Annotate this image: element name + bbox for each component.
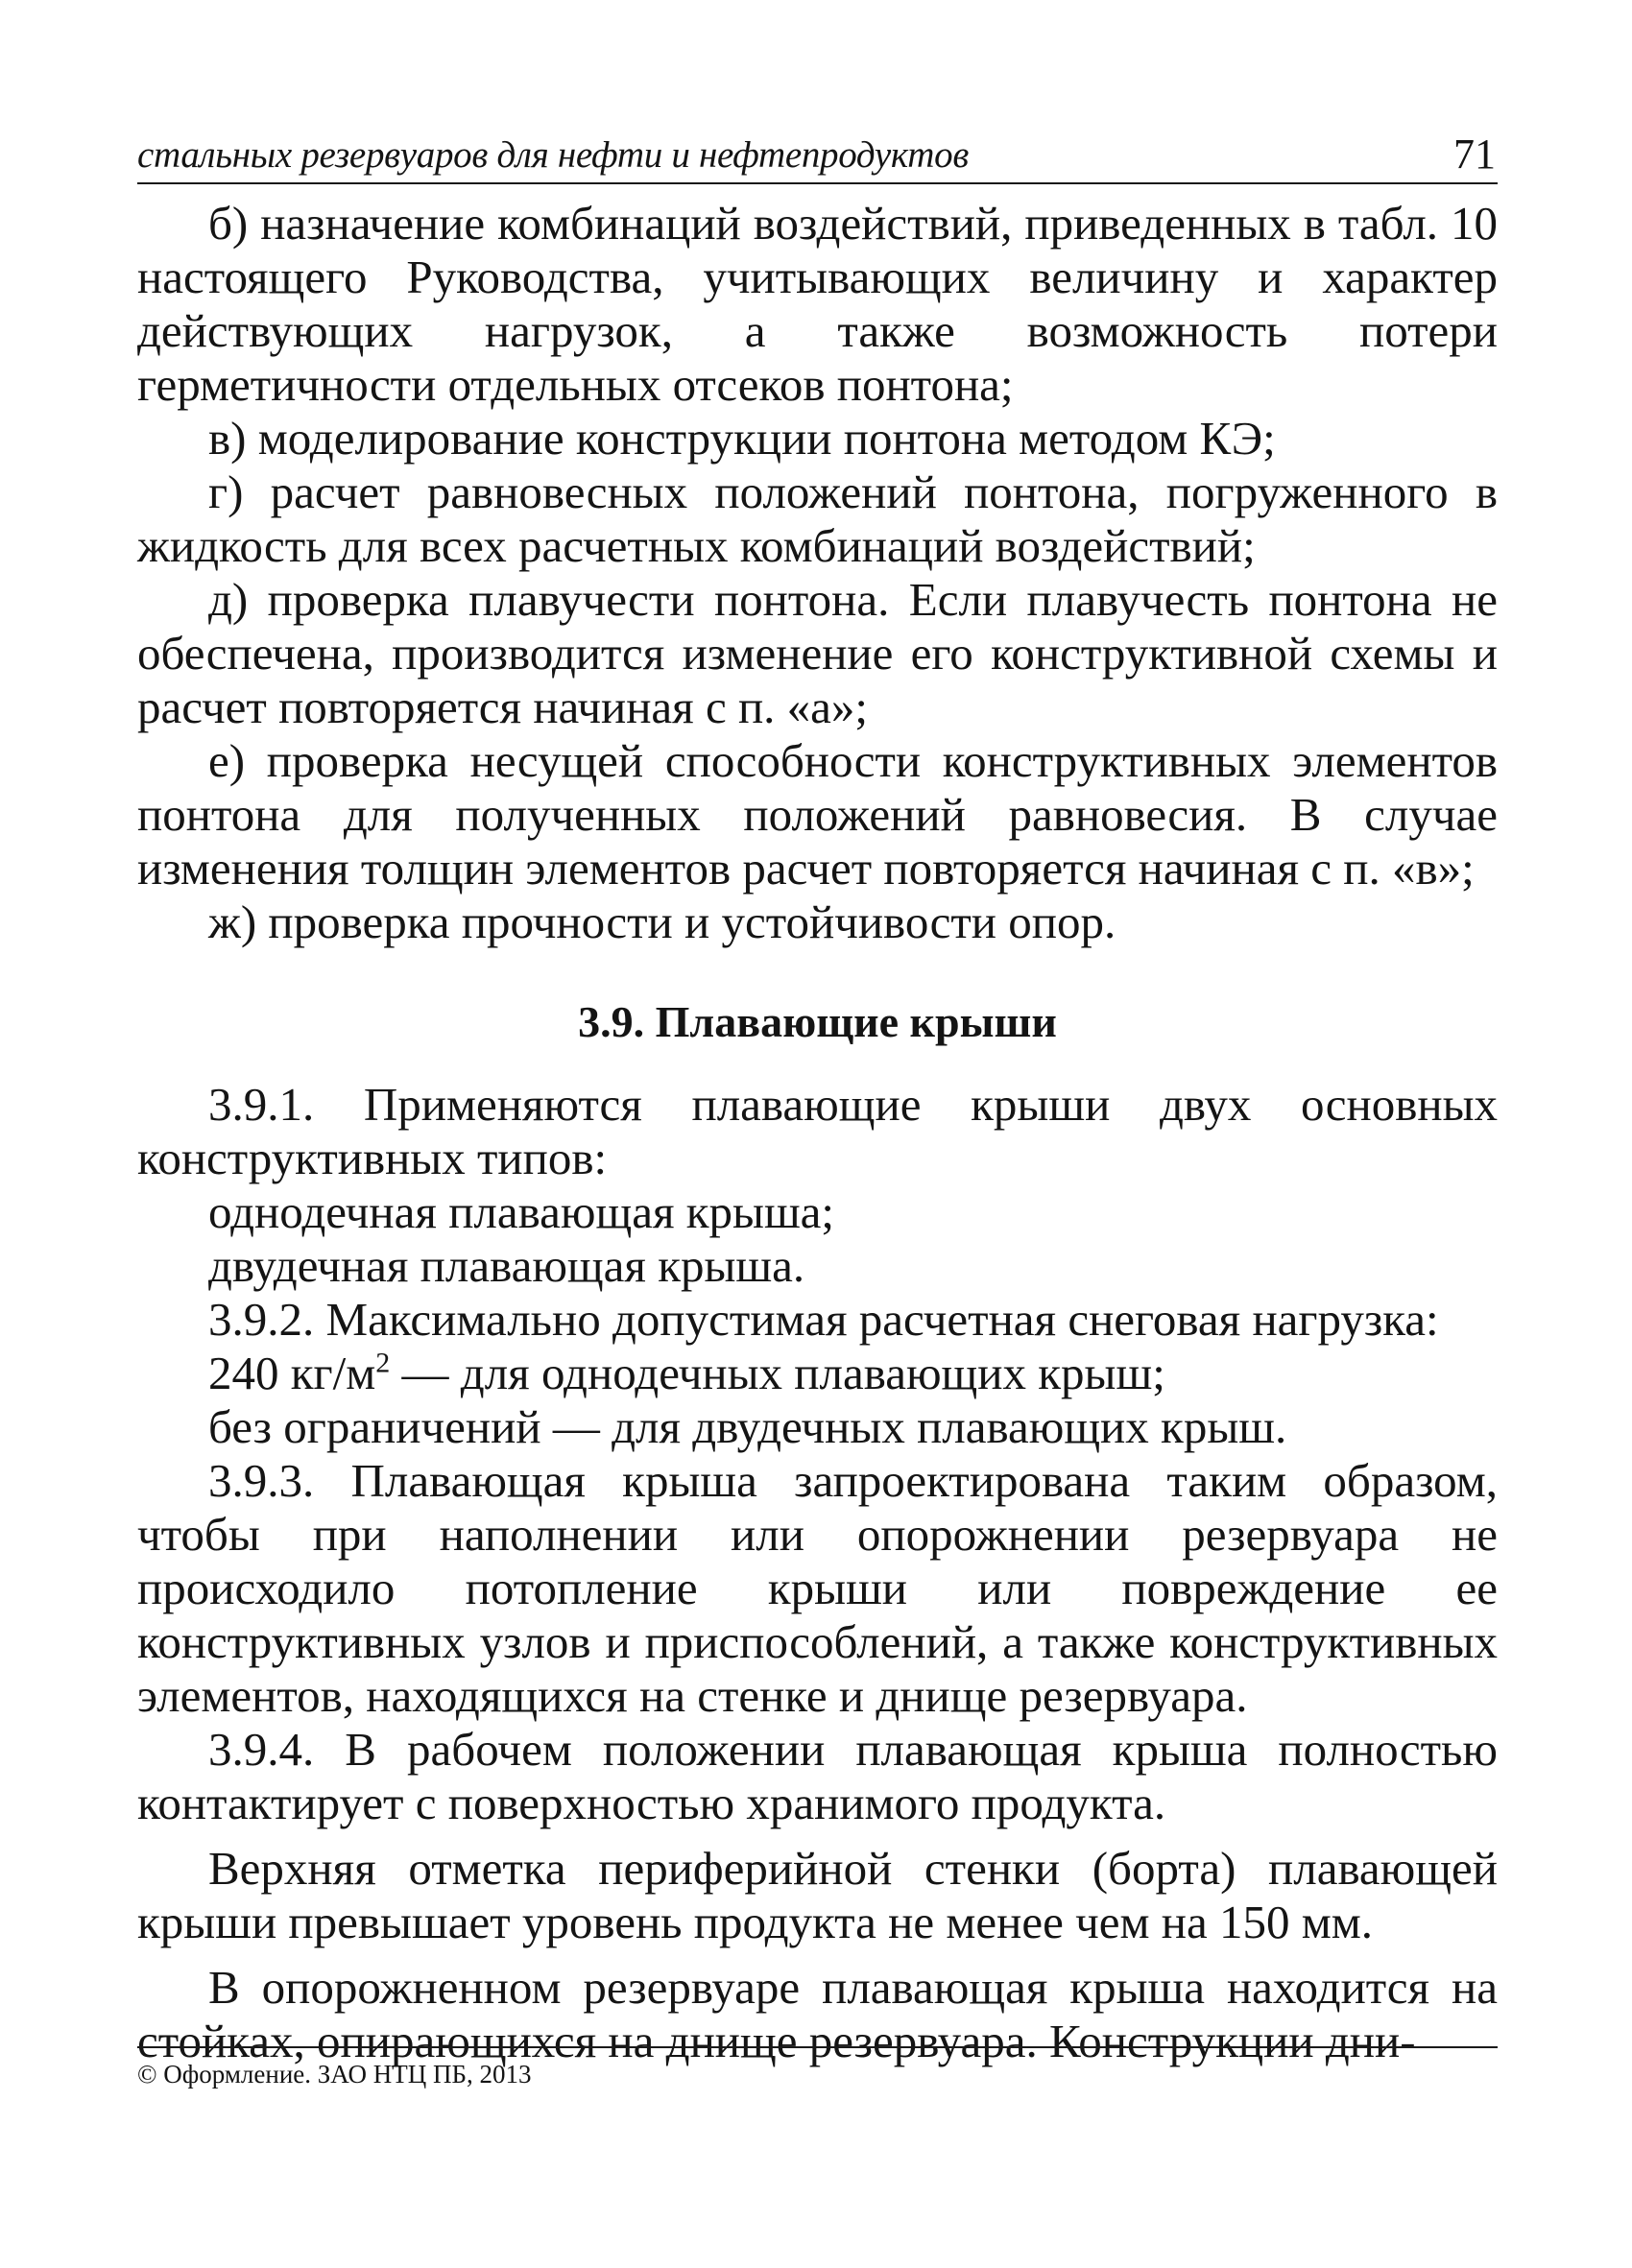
roof-type-double-deck: двудечная плавающая крыша. bbox=[208, 1239, 805, 1292]
paragraph-3-9-2: 3.9.2. Максимально допустимая расчетная снеговая нагрузка: bbox=[208, 1293, 1439, 1346]
page-header bbox=[137, 123, 1498, 184]
paragraph-3-9-4: 3.9.4. В рабочем положении плавающая крыша полностью контактирует с поверхностью хранимого продукта. bbox=[137, 1723, 1498, 1829]
list-item-b: б) назначение комбинаций воздействий, приведенных в табл. 10 настоящего Руководства, учитывающих величину и характер действующих нагрузок, а также возможность потери герметичности отдельных отсеков понтона; bbox=[137, 197, 1498, 411]
list-item-v: в) моделирование конструкции понтона методом КЭ; bbox=[208, 412, 1276, 465]
list-item-e: е) проверка несущей способности конструктивных элементов понтона для полученных положений равновесия. В случае изменения толщин элементов расчет повторяется начиная с п. «в»; bbox=[137, 734, 1498, 895]
section-heading: 3.9. Плавающие крыши bbox=[578, 997, 1057, 1046]
running-title: стальных резервуаров для нефти и нефтепродуктов bbox=[137, 134, 969, 176]
roof-type-single-deck: однодечная плавающая крыша; bbox=[208, 1185, 835, 1238]
snow-load-double-deck: без ограничений — для двудечных плавающих крыш. bbox=[208, 1400, 1287, 1453]
list-item-g: г) расчет равновесных положений понтона, погруженного в жидкость для всех расчетных комбинаций воздействий; bbox=[137, 466, 1498, 572]
snow-load-value: 240 кг/м bbox=[208, 1347, 376, 1399]
paragraph-rim-height: Верхняя отметка периферийной стенки (борта) плавающей крыши превышает уровень продукта не менее чем на 150 мм. bbox=[137, 1842, 1498, 1948]
list-item-zh: ж) проверка прочности и устойчивости опор. bbox=[208, 895, 1116, 948]
snow-load-text: — для однодечных плавающих крыш; bbox=[390, 1347, 1165, 1399]
page-body bbox=[137, 197, 1498, 2068]
paragraph-3-9-1: 3.9.1. Применяются плавающие крыши двух основных конструктивных типов: bbox=[137, 1078, 1498, 1184]
paragraph-empty-tank: В опорожненном резервуаре плавающая крыша находится на стойках, опирающихся на днище резервуара. Конструкции дни- bbox=[137, 1961, 1498, 2067]
page-footer bbox=[137, 2046, 1498, 2089]
snow-load-single-deck bbox=[137, 1347, 1498, 1400]
unit-exponent: 2 bbox=[375, 1347, 391, 1379]
list-item-d: д) проверка плавучести понтона. Если плавучесть понтона не обеспечена, производится изменение его конструктивной схемы и расчет повторяется начиная с п. «а»; bbox=[137, 573, 1498, 733]
page-number: 71 bbox=[1453, 131, 1496, 178]
paragraph-3-9-3: 3.9.3. Плавающая крыша запроектирована таким образом, чтобы при наполнении или опорожнении резервуара не происходило потопление крыши или повреждение ее конструктивных узлов и приспособлений, а также конструктивных элементов, находящихся на стенке и днище резервуара. bbox=[137, 1454, 1498, 1722]
copyright-note: © Оформление. ЗАО НТЦ ПБ, 2013 bbox=[137, 2060, 532, 2089]
